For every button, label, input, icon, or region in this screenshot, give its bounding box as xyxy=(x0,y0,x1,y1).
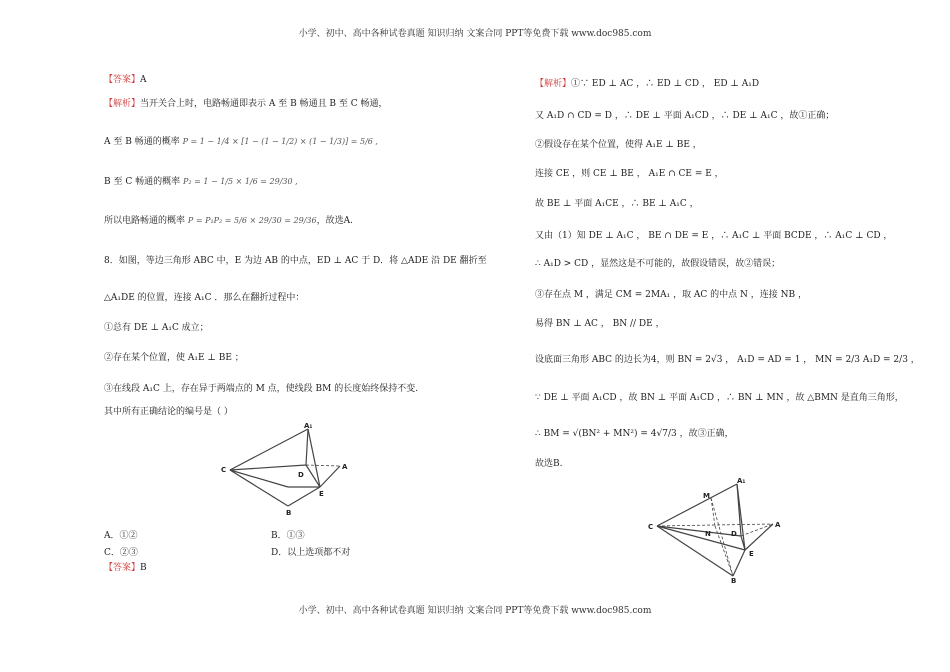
statement-2: ②存在某个位置，使 A₁E ⊥ BE ； xyxy=(104,353,244,363)
page-header: 小学、初中、高中各种试卷真题 知识归纳 文案合同 PPT等免费下载 www.doc985.com xyxy=(298,29,652,39)
answer-value: A xyxy=(140,75,147,85)
option-a: A．①② xyxy=(104,531,138,541)
prob-total-end: ，故选A. xyxy=(316,216,353,226)
statement-3: ③在线段 A₁C 上，存在异于两端点的 M 点，使线段 BM 的长度始终保持不变. xyxy=(104,384,419,394)
figure-2 xyxy=(645,476,785,584)
solution-tag: 【解析】 xyxy=(535,79,572,89)
analysis-text: 当开关合上时，电路畅通即表示 A 至 B 畅通且 B 至 C 畅通， xyxy=(140,99,388,109)
fig1-label-b: B xyxy=(286,509,292,516)
solution-line-9: 易得 BN ⊥ AC ， BN // DE ， xyxy=(535,319,665,329)
fig2-label-n: N xyxy=(705,530,711,538)
fig1-label-e: E xyxy=(319,490,324,498)
fig2-label-m: M xyxy=(703,492,710,500)
prob-total-formula: P = P₁P₂ = 5/6 × 29/30 = 29/36 xyxy=(187,216,317,225)
prob-bc-line xyxy=(104,176,298,188)
solution-line-7: ∴ A₁D > CD ，显然这是不可能的，故假设错误，故②错误； xyxy=(535,259,781,269)
solution-line-11: ∵ DE ⊥ 平面 A₁CD ，故 BN ⊥ 平面 A₁CD ，∴ BN ⊥ MN ，故 △BMN 是直角三角形， xyxy=(535,393,904,403)
question-prompt: 其中所有正确结论的编号是（ ） xyxy=(104,407,233,417)
question-8-line-2: △A₁DE 的位置，连接 A₁C ．那么在翻折过程中： xyxy=(104,293,305,303)
solution-text-1: ①∵ ED ⊥ AC ，∴ ED ⊥ CD ， ED ⊥ A₁D xyxy=(571,79,760,89)
prob-total-line xyxy=(104,215,353,227)
prob-bc-label: B 至 C 畅通的概率 xyxy=(104,177,181,187)
answer-line-2 xyxy=(104,562,147,574)
solution-line-10: 设底面三角形 ABC 的边长为4，则 BN = 2√3 ， A₁D = AD = 1 ， MN = 2/3 A₁D = 2/3 ， xyxy=(535,355,920,365)
page-footer: 小学、初中、高中各种试卷真题 知识归纳 文案合同 PPT等免费下载 www.doc985.com xyxy=(298,606,652,616)
question-8-line-1: 8．如图，等边三角形 ABC 中，E 为边 AB 的中点，ED ⊥ AC 于 D．将 △ADE 沿 DE 翻折至 xyxy=(104,256,487,266)
fig2-label-b: B xyxy=(731,577,737,584)
solution-line-5: 故 BE ⊥ 平面 A₁CE ，∴ BE ⊥ A₁C ， xyxy=(535,199,699,209)
solution-line-6: 又由（1）知 DE ⊥ A₁C ， BE ∩ DE = E ，∴ A₁C ⊥ 平面 BCDE ，∴ A₁C ⊥ CD ， xyxy=(535,231,893,241)
figure-1 xyxy=(218,420,356,516)
solution-line-4: 连接 CE ，则 CE ⊥ BE ， A₁E ∩ CE = E ， xyxy=(535,169,724,179)
answer-tag-2: 【答案】 xyxy=(104,563,141,573)
prob-ab-formula: P = 1 − 1/4 × [1 − (1 − 1/2) × (1 − 1/3)] = 5/6 , xyxy=(182,137,378,146)
fig1-label-c: C xyxy=(221,466,227,474)
option-b: B．①③ xyxy=(271,531,305,541)
analysis-line xyxy=(104,98,388,110)
prob-bc-formula: P₂ = 1 − 1/5 × 1/6 = 29/30 , xyxy=(182,177,298,186)
prob-ab-label: A 至 B 畅通的概率 xyxy=(104,137,180,147)
analysis-tag: 【解析】 xyxy=(104,99,141,109)
fig2-label-c: C xyxy=(648,523,654,531)
answer-tag: 【答案】 xyxy=(104,75,141,85)
answer-line-1 xyxy=(104,74,147,86)
solution-line-12: ∴ BM = √(BN² + MN²) = 4√7/3 ，故③正确， xyxy=(535,429,734,439)
solution-line-3: ②假设存在某个位置，使得 A₁E ⊥ BE ， xyxy=(535,140,702,150)
fig2-label-a1: A₁ xyxy=(737,477,746,485)
fig2-label-e: E xyxy=(749,550,754,558)
solution-line-1 xyxy=(535,78,759,90)
fig2-label-d: D xyxy=(731,530,737,538)
solution-line-2: 又 A₁D ∩ CD = D ，∴ DE ⊥ 平面 A₁CD ，∴ DE ⊥ A₁C ，故①正确； xyxy=(535,111,835,121)
solution-line-8: ③存在点 M ，满足 CM = 2MA₁ ，取 AC 的中点 N ，连接 NB ， xyxy=(535,290,807,300)
fig2-label-a: A xyxy=(775,521,781,529)
solution-line-13: 故选B. xyxy=(535,459,563,469)
fig1-label-d: D xyxy=(298,471,304,479)
statement-1: ①总有 DE ⊥ A₁C 成立； xyxy=(104,323,209,333)
answer-value-2: B xyxy=(140,563,147,573)
fig1-label-a1: A₁ xyxy=(304,422,313,430)
fig1-label-a: A xyxy=(342,463,348,471)
option-c: C．②③ xyxy=(104,548,138,558)
prob-ab-line xyxy=(104,136,378,148)
option-d: D．以上选项都不对 xyxy=(271,548,351,558)
prob-total-label: 所以电路畅通的概率 xyxy=(104,216,186,226)
